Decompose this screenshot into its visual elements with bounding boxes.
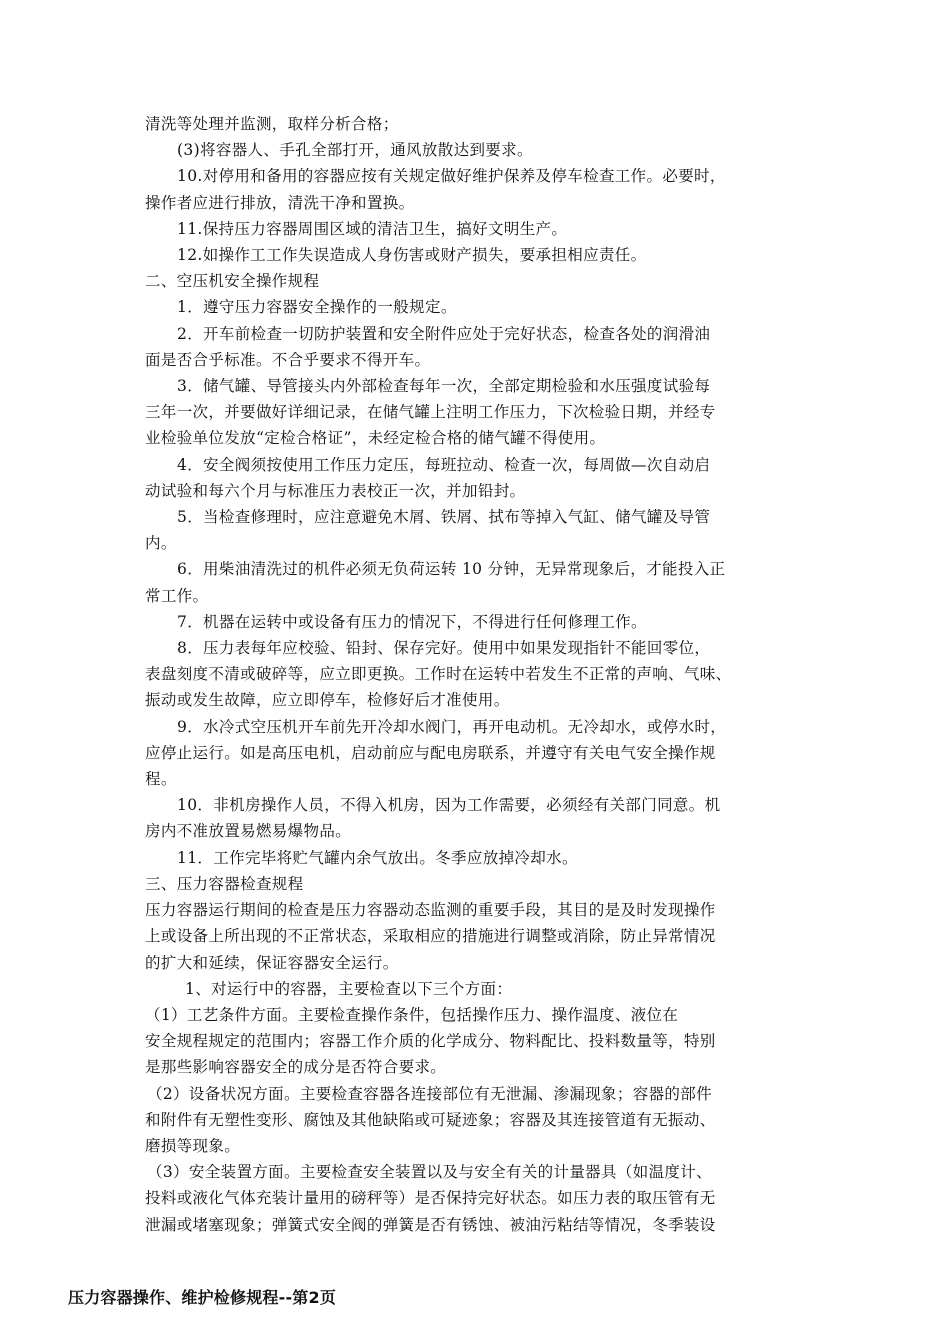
text-line: 1、对运行中的容器，主要检查以下三个方面： — [185, 979, 513, 998]
text-line: (3)将容器人、手孔全部打开，通风放散达到要求。 — [177, 141, 533, 160]
text-line: 8．压力表每年应校验、铅封、保存完好。使用中如果发现指针不能回零位， — [177, 639, 711, 658]
text-line: 房内不准放置易燃易爆物品。 — [145, 822, 352, 841]
text-line: 常工作。 — [145, 586, 209, 605]
text-line: 面是否合乎标准。不合乎要求不得开车。 — [145, 350, 431, 369]
text-line: （2）设备状况方面。主要检查容器各连接部位有无泄漏、渗漏现象；容器的部件 — [147, 1084, 712, 1103]
text-line: 2．开车前检查一切防护装置和安全附件应处于完好状态，检查各处的润滑油 — [177, 324, 711, 343]
document-body — [145, 111, 835, 1238]
text-line: 和附件有无塑性变形、腐蚀及其他缺陷或可疑迹象；容器及其连接管道有无振动、 — [145, 1110, 716, 1129]
text-line: 安全规程规定的范围内；容器工作介质的化学成分、物料配比、投料数量等，特别 — [145, 1032, 716, 1051]
text-line: （1）工艺条件方面。主要检查操作条件，包括操作压力、操作温度、液位在 — [145, 1005, 679, 1024]
text-line: 应停止运行。如是高压电机，启动前应与配电房联系，并遵守有关电气安全操作规 — [145, 743, 716, 762]
text-line: 是那些影响容器安全的成分是否符合要求。 — [145, 1058, 447, 1077]
text-line: 11．工作完毕将贮气罐内余气放出。冬季应放掉冷却水。 — [177, 848, 578, 867]
text-line: 4．安全阀须按使用工作压力定压，每班拉动、检查一次，每周做—次自动启 — [177, 455, 711, 474]
text-line: （3）安全装置方面。主要检查安全装置以及与安全有关的计量器具（如温度计、 — [147, 1163, 712, 1182]
text-line: 上或设备上所出现的不正常状态，采取相应的措施进行调整或消除，防止异常情况 — [145, 927, 716, 946]
text-line: 10．非机房操作人员，不得入机房，因为工作需要，必须经有关部门同意。机 — [177, 796, 721, 815]
text-line: 3．储气罐、导管接头内外部检查每年一次，全部定期检验和水压强度试验每 — [177, 377, 711, 396]
text-line: 振动或发生故障，应立即停车，检修好后才准使用。 — [145, 691, 510, 710]
text-line: 泄漏或堵塞现象；弹簧式安全阀的弹簧是否有锈蚀、被油污粘结等情况，冬季装设 — [145, 1215, 716, 1234]
text-line: 三、压力容器检查规程 — [145, 874, 304, 893]
text-line: 11.保持压力容器周围区域的清洁卫生，搞好文明生产。 — [177, 219, 568, 238]
text-line: 操作者应进行排放，清洗干净和置换。 — [145, 193, 415, 212]
text-line: 动试验和每六个月与标准压力表校正一次，并加铅封。 — [145, 481, 526, 500]
text-line: 10.对停用和备用的容器应按有关规定做好维护保养及停车检查工作。必要时， — [177, 167, 726, 186]
text-line: 5．当检查修理时，应注意避免木屑、铁屑、拭布等掉入气缸、储气罐及导管 — [177, 508, 711, 527]
text-line: 三年一次，并要做好详细记录，在储气罐上注明工作压力，下次检验日期，并经专 — [145, 403, 716, 422]
text-line: 压力容器运行期间的检查是压力容器动态监测的重要手段，其目的是及时发现操作 — [145, 901, 716, 920]
text-line: 二、空压机安全操作规程 — [145, 272, 320, 291]
text-line: 表盘刻度不清或破碎等，应立即更换。工作时在运转中若发生不正常的声响、气味、 — [145, 665, 732, 684]
text-line: 7．机器在运转中或设备有压力的情况下，不得进行任何修理工作。 — [177, 612, 647, 631]
text-line: 业检验单位发放“定检合格证”，未经定检合格的储气罐不得使用。 — [145, 429, 606, 448]
text-line: 12.如操作工工作失误造成人身伤害或财产损失，要承担相应责任。 — [177, 246, 647, 265]
text-line: 内。 — [145, 534, 177, 553]
text-line: 投料或液化气体充装计量用的磅秤等）是否保持完好状态。如压力表的取压管有无 — [145, 1189, 716, 1208]
text-line: 程。 — [145, 770, 177, 789]
text-line: 9．水冷式空压机开车前先开冷却水阀门，再开电动机。无冷却水，或停水时， — [177, 717, 727, 736]
text-line: 1．遵守压力容器安全操作的一般规定。 — [177, 298, 457, 317]
text-line: 清洗等处理并监测，取样分析合格； — [145, 115, 399, 133]
text-line: 磨损等现象。 — [145, 1136, 241, 1155]
text-line: 的扩大和延续，保证容器安全运行。 — [145, 953, 399, 972]
text-line: 6．用柴油清洗过的机件必须无负荷运转 10 分钟，无异常现象后，才能投入正 — [177, 560, 726, 579]
page-footer: 压力容器操作、维护检修规程--第2页 — [68, 1288, 337, 1307]
